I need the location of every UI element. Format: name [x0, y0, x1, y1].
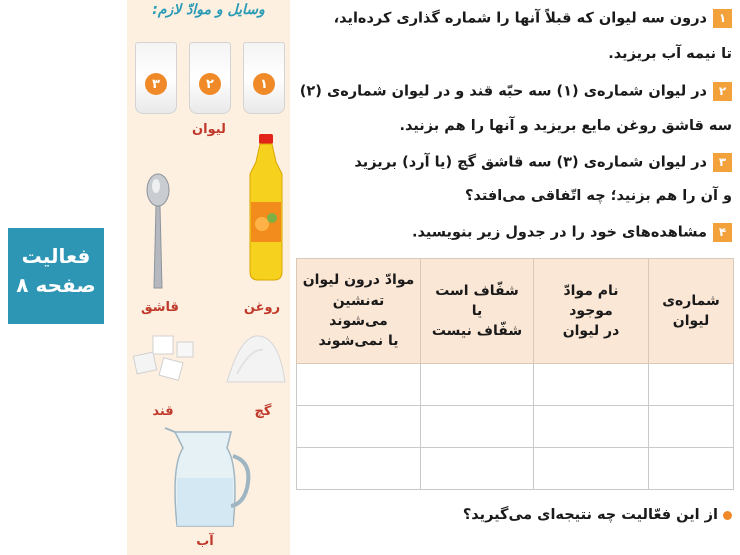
step-2-line-1 [300, 82, 732, 101]
step-3-line-1 [354, 153, 732, 172]
step-1-line-1 [334, 9, 732, 28]
materials-panel [127, 0, 290, 555]
step-text: در لیوان شماره‌ی (۱) سه حبّه قند و در لیوان شماره‌ی (۲) [299, 83, 707, 100]
table-cell[interactable] [649, 448, 734, 490]
glass-number-badge: ۱ [253, 73, 275, 95]
table-header-row [297, 259, 734, 364]
conclusion-question [463, 507, 732, 523]
water-label: آب [196, 534, 214, 549]
table-row [297, 448, 734, 490]
spoon-icon [143, 172, 173, 292]
activity-badge-title: فعالیت [21, 244, 91, 268]
glass-number-badge: ۳ [145, 73, 167, 95]
table-row [297, 406, 734, 448]
step-2-line-2 [400, 118, 733, 134]
step-number-badge: ۴ [713, 223, 732, 242]
step-number-badge: ۱ [713, 9, 732, 28]
table-cell[interactable] [297, 448, 421, 490]
table-cell[interactable] [421, 406, 534, 448]
activity-badge-page: صفحه ۸ [16, 273, 96, 297]
step-text: تا نیمه آب بریزید. [608, 46, 732, 62]
plaster-powder-icon [223, 328, 289, 388]
table-row [297, 364, 734, 406]
observation-table [296, 258, 734, 490]
table-cell[interactable] [421, 364, 534, 406]
header-material-name: نام موادّ موجود در لیوان [534, 259, 649, 364]
water-jug-icon [161, 426, 253, 532]
table-cell[interactable] [534, 448, 649, 490]
step-number-badge: ۲ [713, 82, 732, 101]
glass-number-badge: ۲ [199, 73, 221, 95]
table-cell[interactable] [297, 406, 421, 448]
table-cell[interactable] [649, 364, 734, 406]
header-transparency: شفّاف است یا شفّاف نیست [421, 259, 534, 364]
glass-3 [135, 42, 177, 114]
materials-title: وسایل و موادّ لازم: [152, 2, 265, 18]
step-text: در لیوان شماره‌ی (۳) سه قاشق گچ (یا آرد) بریزید [354, 154, 707, 171]
step-number-badge: ۳ [713, 153, 732, 172]
table-cell[interactable] [421, 448, 534, 490]
sugar-cubes-icon [131, 330, 195, 390]
table-cell[interactable] [534, 364, 649, 406]
conclusion-text: از این فعّالیت چه نتیجه‌ای می‌گیرید؟ [462, 507, 718, 523]
table-cell[interactable] [534, 406, 649, 448]
spoon-label: قاشق [141, 300, 179, 315]
glasses-label: لیوان [192, 122, 226, 137]
step-text: مشاهده‌های خود را در جدول زیر بنویسید. [411, 224, 707, 241]
step-4-line-1 [412, 223, 732, 242]
glass-2 [189, 42, 231, 114]
table-cell[interactable] [297, 364, 421, 406]
oil-label: روغن [243, 300, 281, 315]
step-text: درون سه لیوان که قبلاً آنها را شماره گذاری کرده‌اید، [333, 10, 707, 27]
activity-page-badge [8, 228, 104, 324]
glass-1 [243, 42, 285, 114]
bullet-icon [723, 511, 732, 520]
step-text: و آن را هم بزنید؛ چه اتّفاقی می‌افتد؟ [465, 188, 732, 204]
step-3-line-2 [465, 188, 732, 204]
oil-bottle-icon [242, 132, 290, 282]
table-cell[interactable] [649, 406, 734, 448]
plaster-label: گچ [254, 404, 272, 419]
step-1-line-2 [608, 46, 732, 62]
step-text: سه قاشق روغن مایع بریزید و آنها را هم بزنید. [399, 118, 732, 134]
header-glass-number: شماره‌ی لیوان [649, 259, 734, 364]
sugar-label: قند [152, 404, 174, 419]
header-sedimentation: موادّ درون لیوان ته‌نشین می‌شوند یا نمی‌شوند [297, 259, 421, 364]
